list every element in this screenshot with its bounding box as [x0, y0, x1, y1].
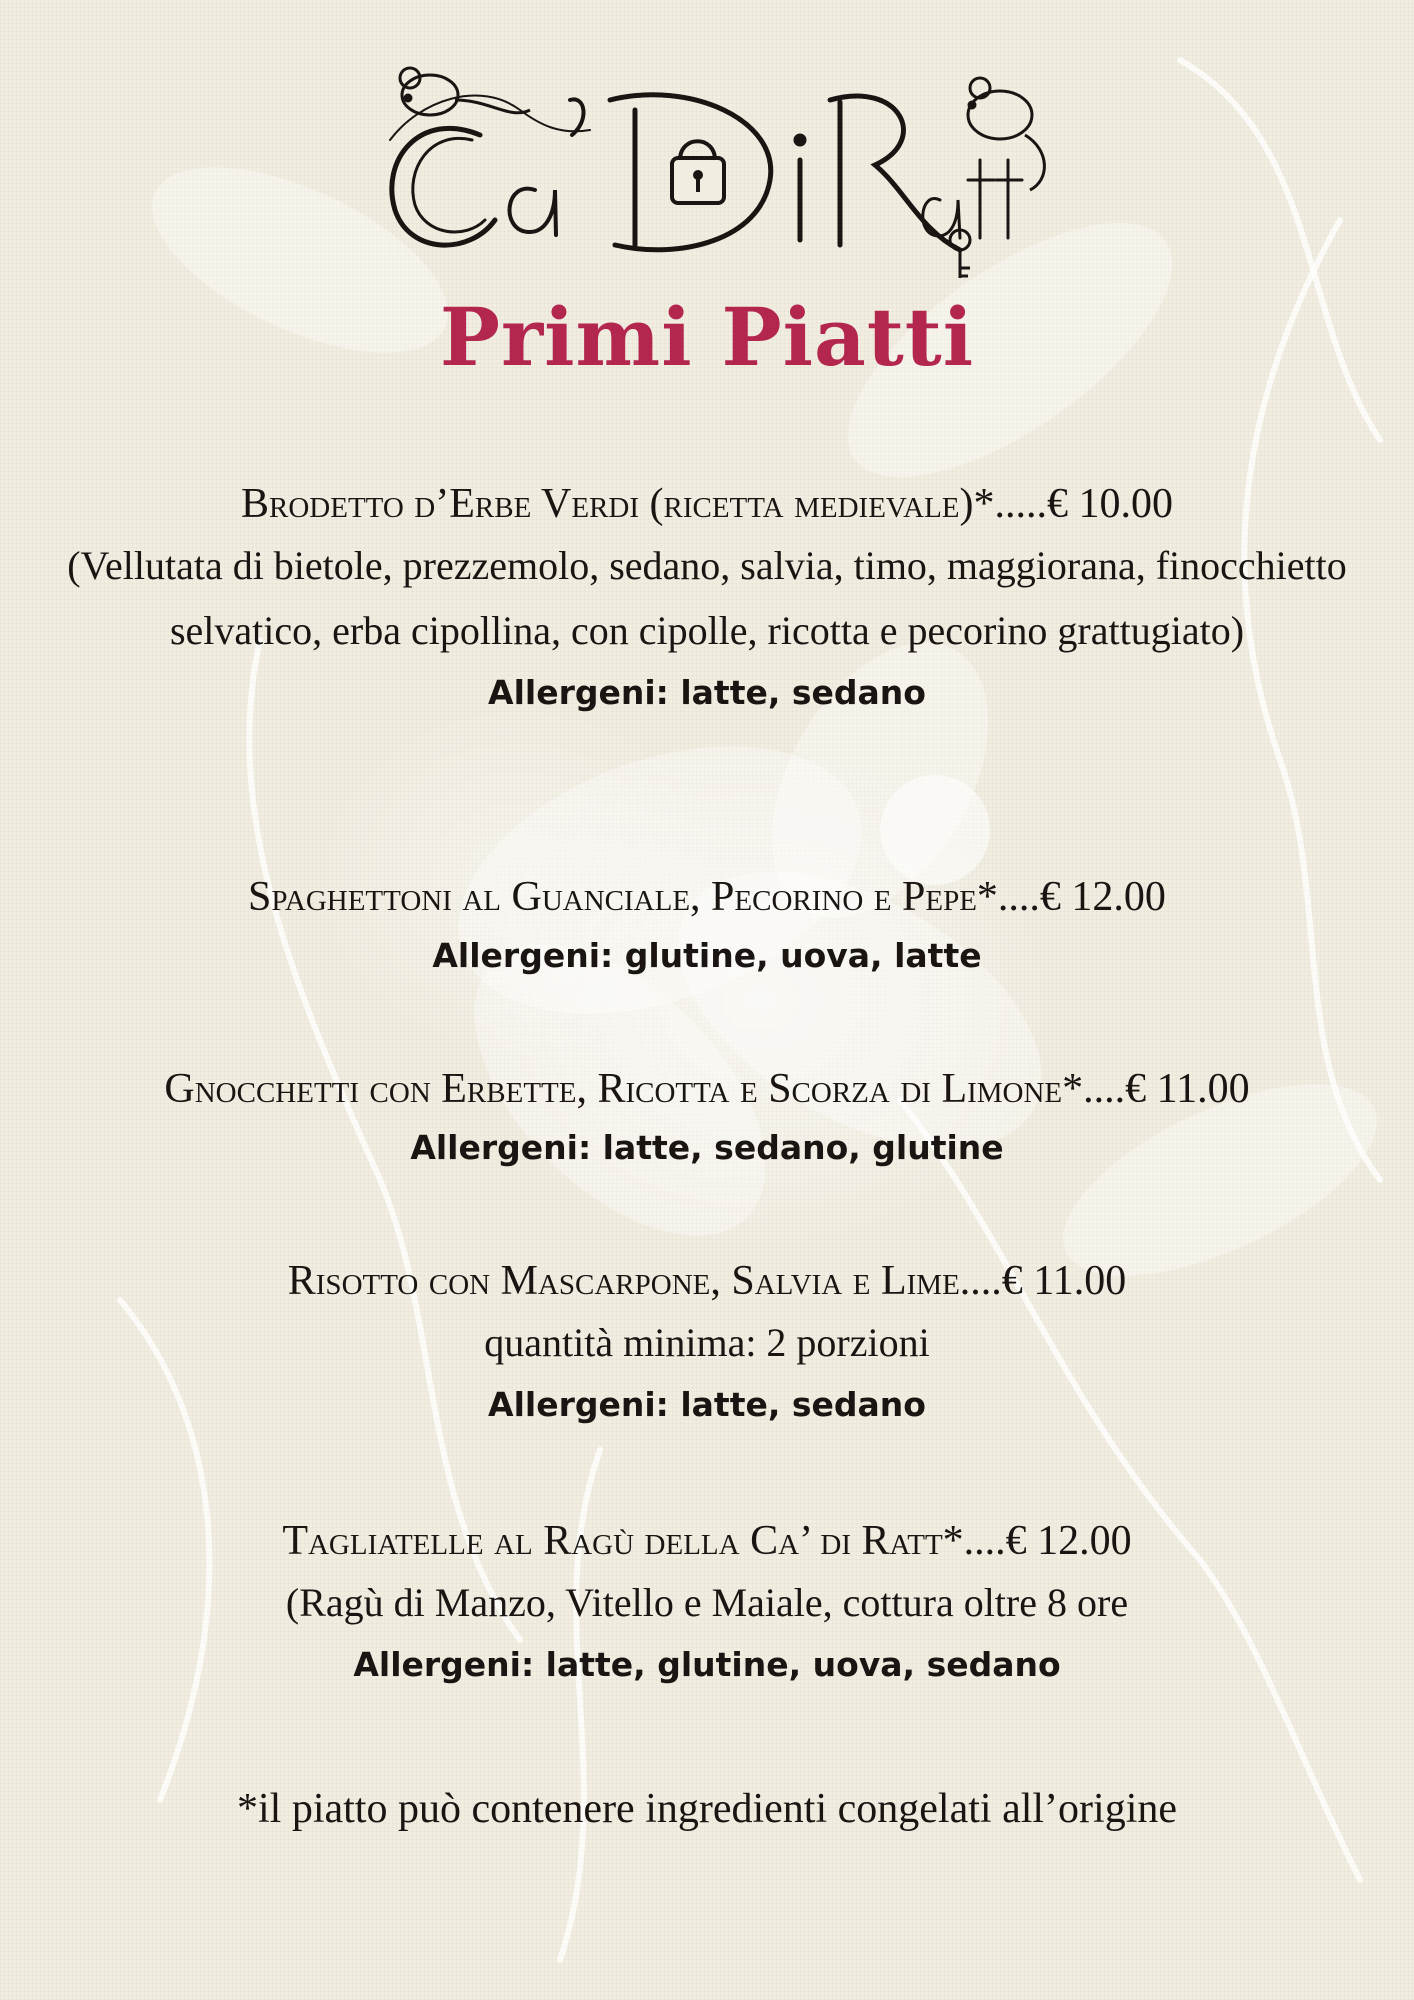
menu-item: [0, 868, 1414, 986]
logo: [360, 40, 1060, 280]
dish-name: Brodetto d’Erbe Verdi (ricetta medievale)*.....€ 10.00: [241, 481, 1173, 527]
menu-item: [0, 1060, 1414, 1178]
dish-name: Risotto con Mascarpone, Salvia e Lime....€ 11.00: [287, 1258, 1127, 1304]
dish-allergens: Allergeni: latte, sedano: [488, 673, 926, 712]
menu-item: [0, 1512, 1414, 1695]
dish-description: (Vellutata di bietole, prezzemolo, sedano, salvia, timo, maggiorana, finocchietto selvatico, erba cipollina, con cipolle, ricotta e pecorino grattugiato): [67, 543, 1347, 653]
dish-description: (Ragù di Manzo, Vitello e Maiale, cottura oltre 8 ore: [285, 1580, 1129, 1625]
mouse-icon: [400, 68, 530, 115]
menu-item: [0, 475, 1414, 723]
dish-name: Gnocchetti con Erbette, Ricotta e Scorza di Limone*....€ 11.00: [164, 1066, 1250, 1112]
dish-description: quantità minima: 2 porzioni: [484, 1320, 930, 1365]
page-title: Primi Piatti: [439, 290, 975, 384]
dish-name: Tagliatelle al Ragù della Ca’ di Ratt*....€ 12.00: [282, 1518, 1132, 1564]
dish-name: Spaghettoni al Guanciale, Pecorino e Pepe*....€ 12.00: [248, 874, 1166, 920]
dish-allergens: Allergeni: latte, glutine, uova, sedano: [353, 1645, 1061, 1684]
padlock-icon: [672, 141, 724, 203]
footnote: *il piatto può contenere ingredienti congelati all’origine: [236, 1786, 1178, 1832]
dish-allergens: Allergeni: glutine, uova, latte: [432, 936, 982, 975]
dish-allergens: Allergeni: latte, sedano: [488, 1385, 926, 1424]
dish-allergens: Allergeni: latte, sedano, glutine: [410, 1128, 1004, 1167]
menu-item: [0, 1252, 1414, 1435]
